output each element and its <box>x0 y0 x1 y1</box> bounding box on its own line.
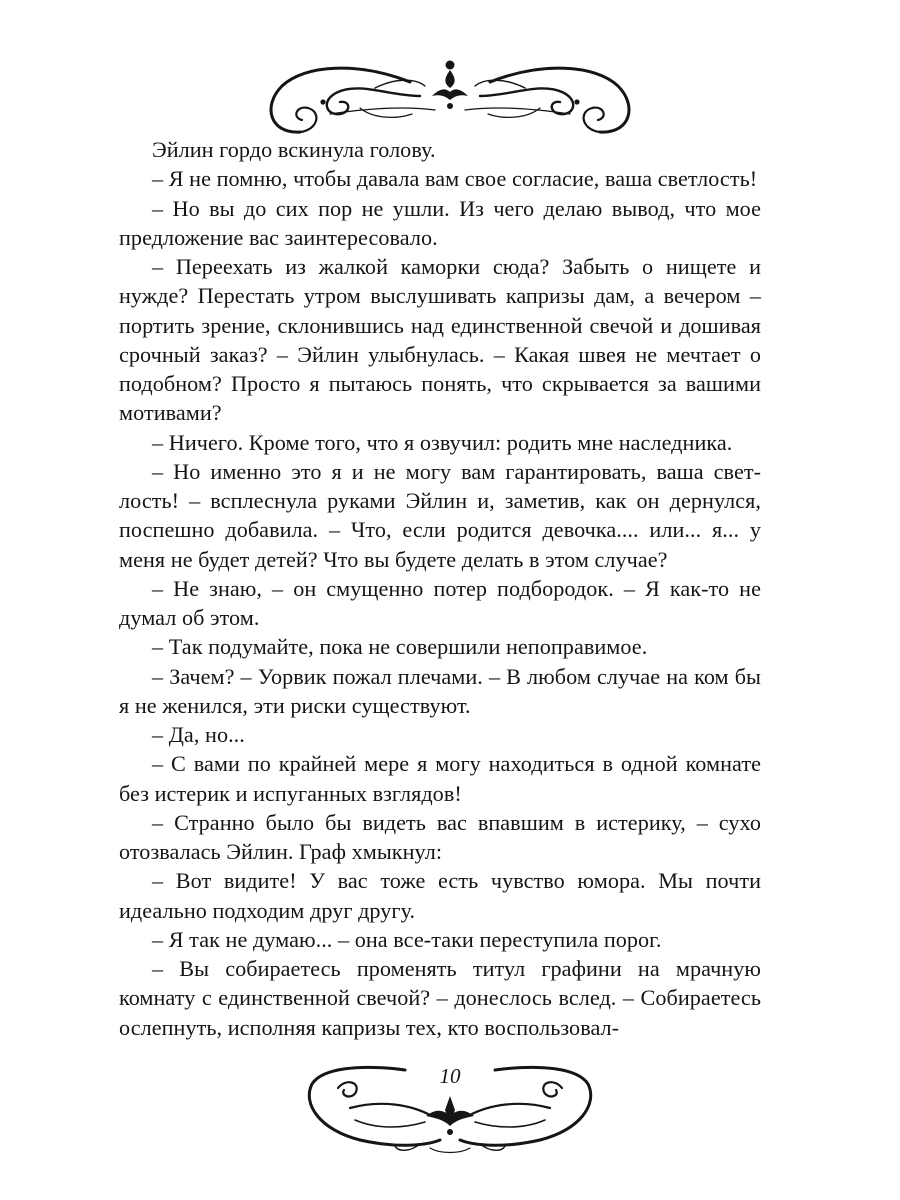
paragraph: – Не знаю, – он смущенно потер подбородок. – Я как-то не думал об этом. <box>119 575 761 630</box>
paragraph: – Да, но... <box>152 722 245 747</box>
paragraph: – Зачем? – Уорвик пожал плечами. – В любом случае на ком бы я не женился, эти риски существуют. <box>119 663 761 718</box>
paragraph: – Переехать из жалкой каморки сюда? Забыть о нищете и нужде? Перестать утром выслушивать капризы дам, а вечером – портить зрение, склонившись над единственной свечой и дошивая срочный заказ? – Эйлин улыбнулась. – Какая швея не мечтает о подобном? Просто я пытаюсь понять, что скрывается за вашими мотивами? <box>119 254 761 426</box>
paragraph: – Но именно это я и не могу вам гарантировать, ваша светлость! – всплеснула руками Эйлин и, заметив, как он дернулся, поспешно добавила. – Что, если родится девочка.... или... я... у меня не будет детей? Что вы будете делать в этом случае? <box>119 458 761 572</box>
paragraph: – С вами по крайней мере я могу находиться в одной комнате без истерик и испуганных взглядов! <box>119 751 761 806</box>
top-flourish-ornament-icon <box>0 52 900 138</box>
paragraph: – Странно было бы видеть вас впавшим в истерику, – сухо отозвалась Эйлин. Граф хмыкнул: <box>119 809 761 864</box>
paragraph: – Я так не думаю... – она все-таки переступила порог. <box>152 926 662 952</box>
paragraph: – Вот видите! У вас тоже есть чувство юмора. Мы почти идеально подходим друг другу. <box>119 868 761 923</box>
paragraph: – Так подумайте, пока не совершили непоправимое. <box>152 634 648 660</box>
paragraph: – Ничего. Кроме того, что я озвучил: родить мне наследника. <box>152 429 733 455</box>
paragraph: Эйлин гордо вскинула голову. <box>152 137 436 162</box>
chapter-text <box>119 135 761 1042</box>
paragraph: – Я не помню, чтобы давала вам свое согласие, ваша светлость! <box>152 166 758 192</box>
paragraph: – Но вы до сих пор не ушли. Из чего делаю вывод, что мое предложение вас заинтересовало. <box>119 195 761 250</box>
paragraph: – Вы собираетесь променять титул графини на мрачную комнату с единственной свечой? – донеслось вслед. – Собираетесь ослепнуть, исполняя капризы тех, кто воспользовал- <box>119 956 761 1040</box>
page-number: 10 <box>439 1064 461 1088</box>
